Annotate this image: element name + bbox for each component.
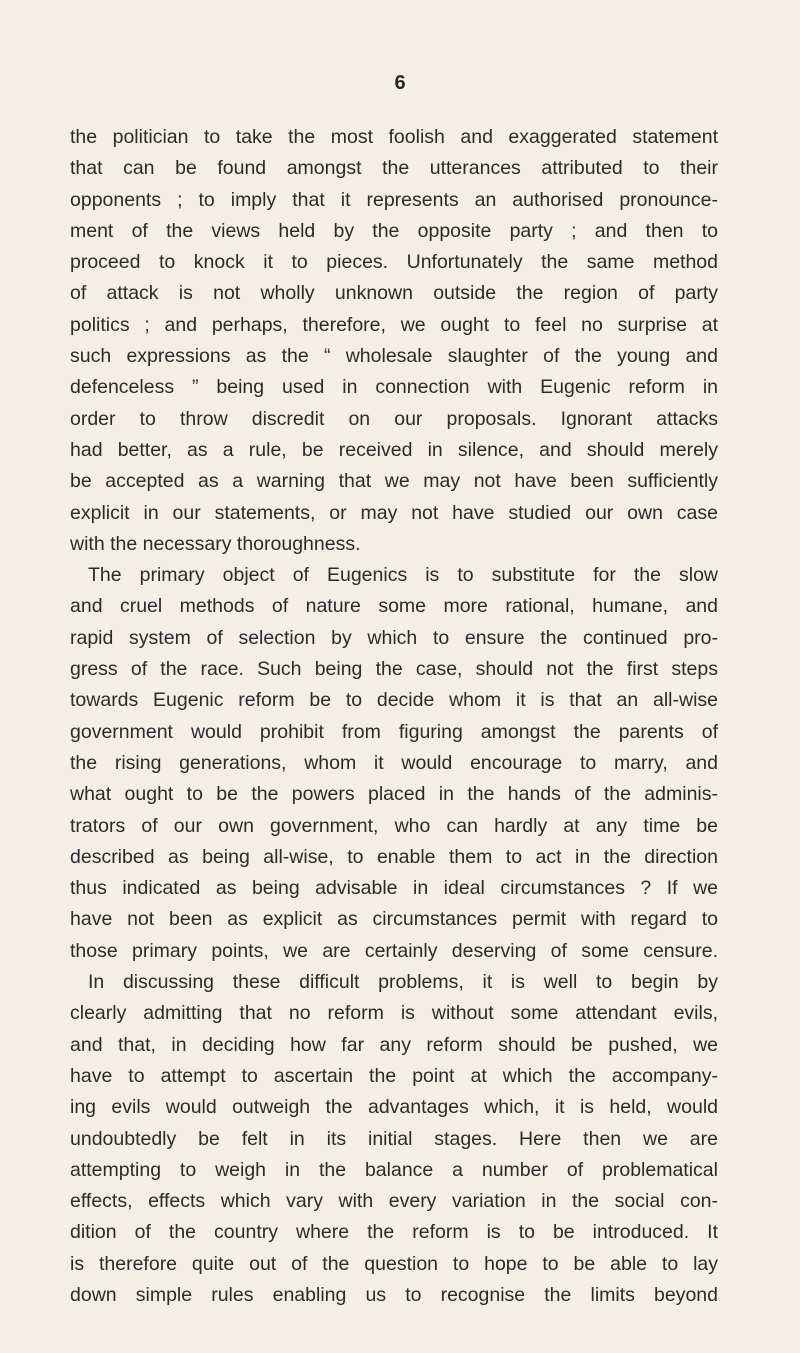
paragraph-1 <box>70 122 718 560</box>
text-line: the rising generations, whom it would encourage to marry, and <box>70 751 718 774</box>
text-line: what ought to be the powers placed in the hands of the adminis- <box>70 783 718 806</box>
text-line: is therefore quite out of the question to hope to be able to lay <box>70 1252 718 1275</box>
text-line: had better, as a rule, be received in silence, and should merely <box>70 438 718 461</box>
text-line: effects, effects which vary with every variation in the social con- <box>70 1190 718 1213</box>
text-line: of attack is not wholly unknown outside the region of party <box>70 282 718 305</box>
text-line: and cruel methods of nature some more rational, humane, and <box>70 595 718 618</box>
text-line: defenceless ” being used in connection with Eugenic reform in <box>70 376 718 399</box>
text-line: explicit in our statements, or may not have studied our own case <box>70 501 718 524</box>
text-line: down simple rules enabling us to recognise the limits beyond <box>70 1283 718 1306</box>
text-line: order to throw discredit on our proposals. Ignorant attacks <box>70 407 718 430</box>
text-line: clearly admitting that no reform is without some attendant evils, <box>70 1002 718 1025</box>
page-number: 6 <box>394 72 406 94</box>
text-line: undoubtedly be felt in its initial stages. Here then we are <box>70 1127 718 1150</box>
text-line: that can be found amongst the utterances attributed to their <box>70 157 718 180</box>
text-line: have to attempt to ascertain the point at which the accompany- <box>70 1064 718 1087</box>
text-line: politics ; and perhaps, therefore, we ought to feel no surprise at <box>70 313 718 336</box>
text-line: rapid system of selection by which to ensure the continued pro- <box>70 626 718 649</box>
text-line: have not been as explicit as circumstances permit with regard to <box>70 908 718 931</box>
text-line: those primary points, we are certainly deserving of some censure. <box>70 939 718 962</box>
text-line: thus indicated as being advisable in ideal circumstances ? If we <box>70 877 718 900</box>
text-line: be accepted as a warning that we may not have been sufficiently <box>70 470 718 493</box>
text-line: In discussing these difficult problems, it is well to begin by <box>88 971 718 994</box>
text-line: opponents ; to imply that it represents an authorised pronounce- <box>70 188 718 211</box>
text-line: proceed to knock it to pieces. Unfortunately the same method <box>70 251 718 274</box>
text-line: ment of the views held by the opposite party ; and then to <box>70 219 718 242</box>
text-line: The primary object of Eugenics is to substitute for the slow <box>88 564 718 587</box>
text-line: and that, in deciding how far any reform should be pushed, we <box>70 1033 718 1056</box>
text-line: towards Eugenic reform be to decide whom it is that an all-wise <box>70 689 718 712</box>
paragraph-3 <box>70 967 718 1311</box>
text-line: attempting to weigh in the balance a number of problematical <box>70 1158 718 1181</box>
text-line: with the necessary thoroughness. <box>70 532 361 555</box>
text-line: such expressions as the “ wholesale slaughter of the young and <box>70 345 718 368</box>
text-line: the politician to take the most foolish and exaggerated statement <box>70 126 718 148</box>
text-line: trators of our own government, who can hardly at any time be <box>70 814 718 837</box>
paragraph-2 <box>70 560 718 967</box>
body-text <box>70 122 718 1311</box>
text-line: described as being all-wise, to enable them to act in the direction <box>70 845 718 868</box>
text-line: ing evils would outweigh the advantages which, it is held, would <box>70 1096 718 1119</box>
text-line: gress of the race. Such being the case, should not the first steps <box>70 658 718 681</box>
text-line: dition of the country where the reform is to be introduced. It <box>70 1221 718 1244</box>
text-line: government would prohibit from figuring amongst the parents of <box>70 720 718 743</box>
